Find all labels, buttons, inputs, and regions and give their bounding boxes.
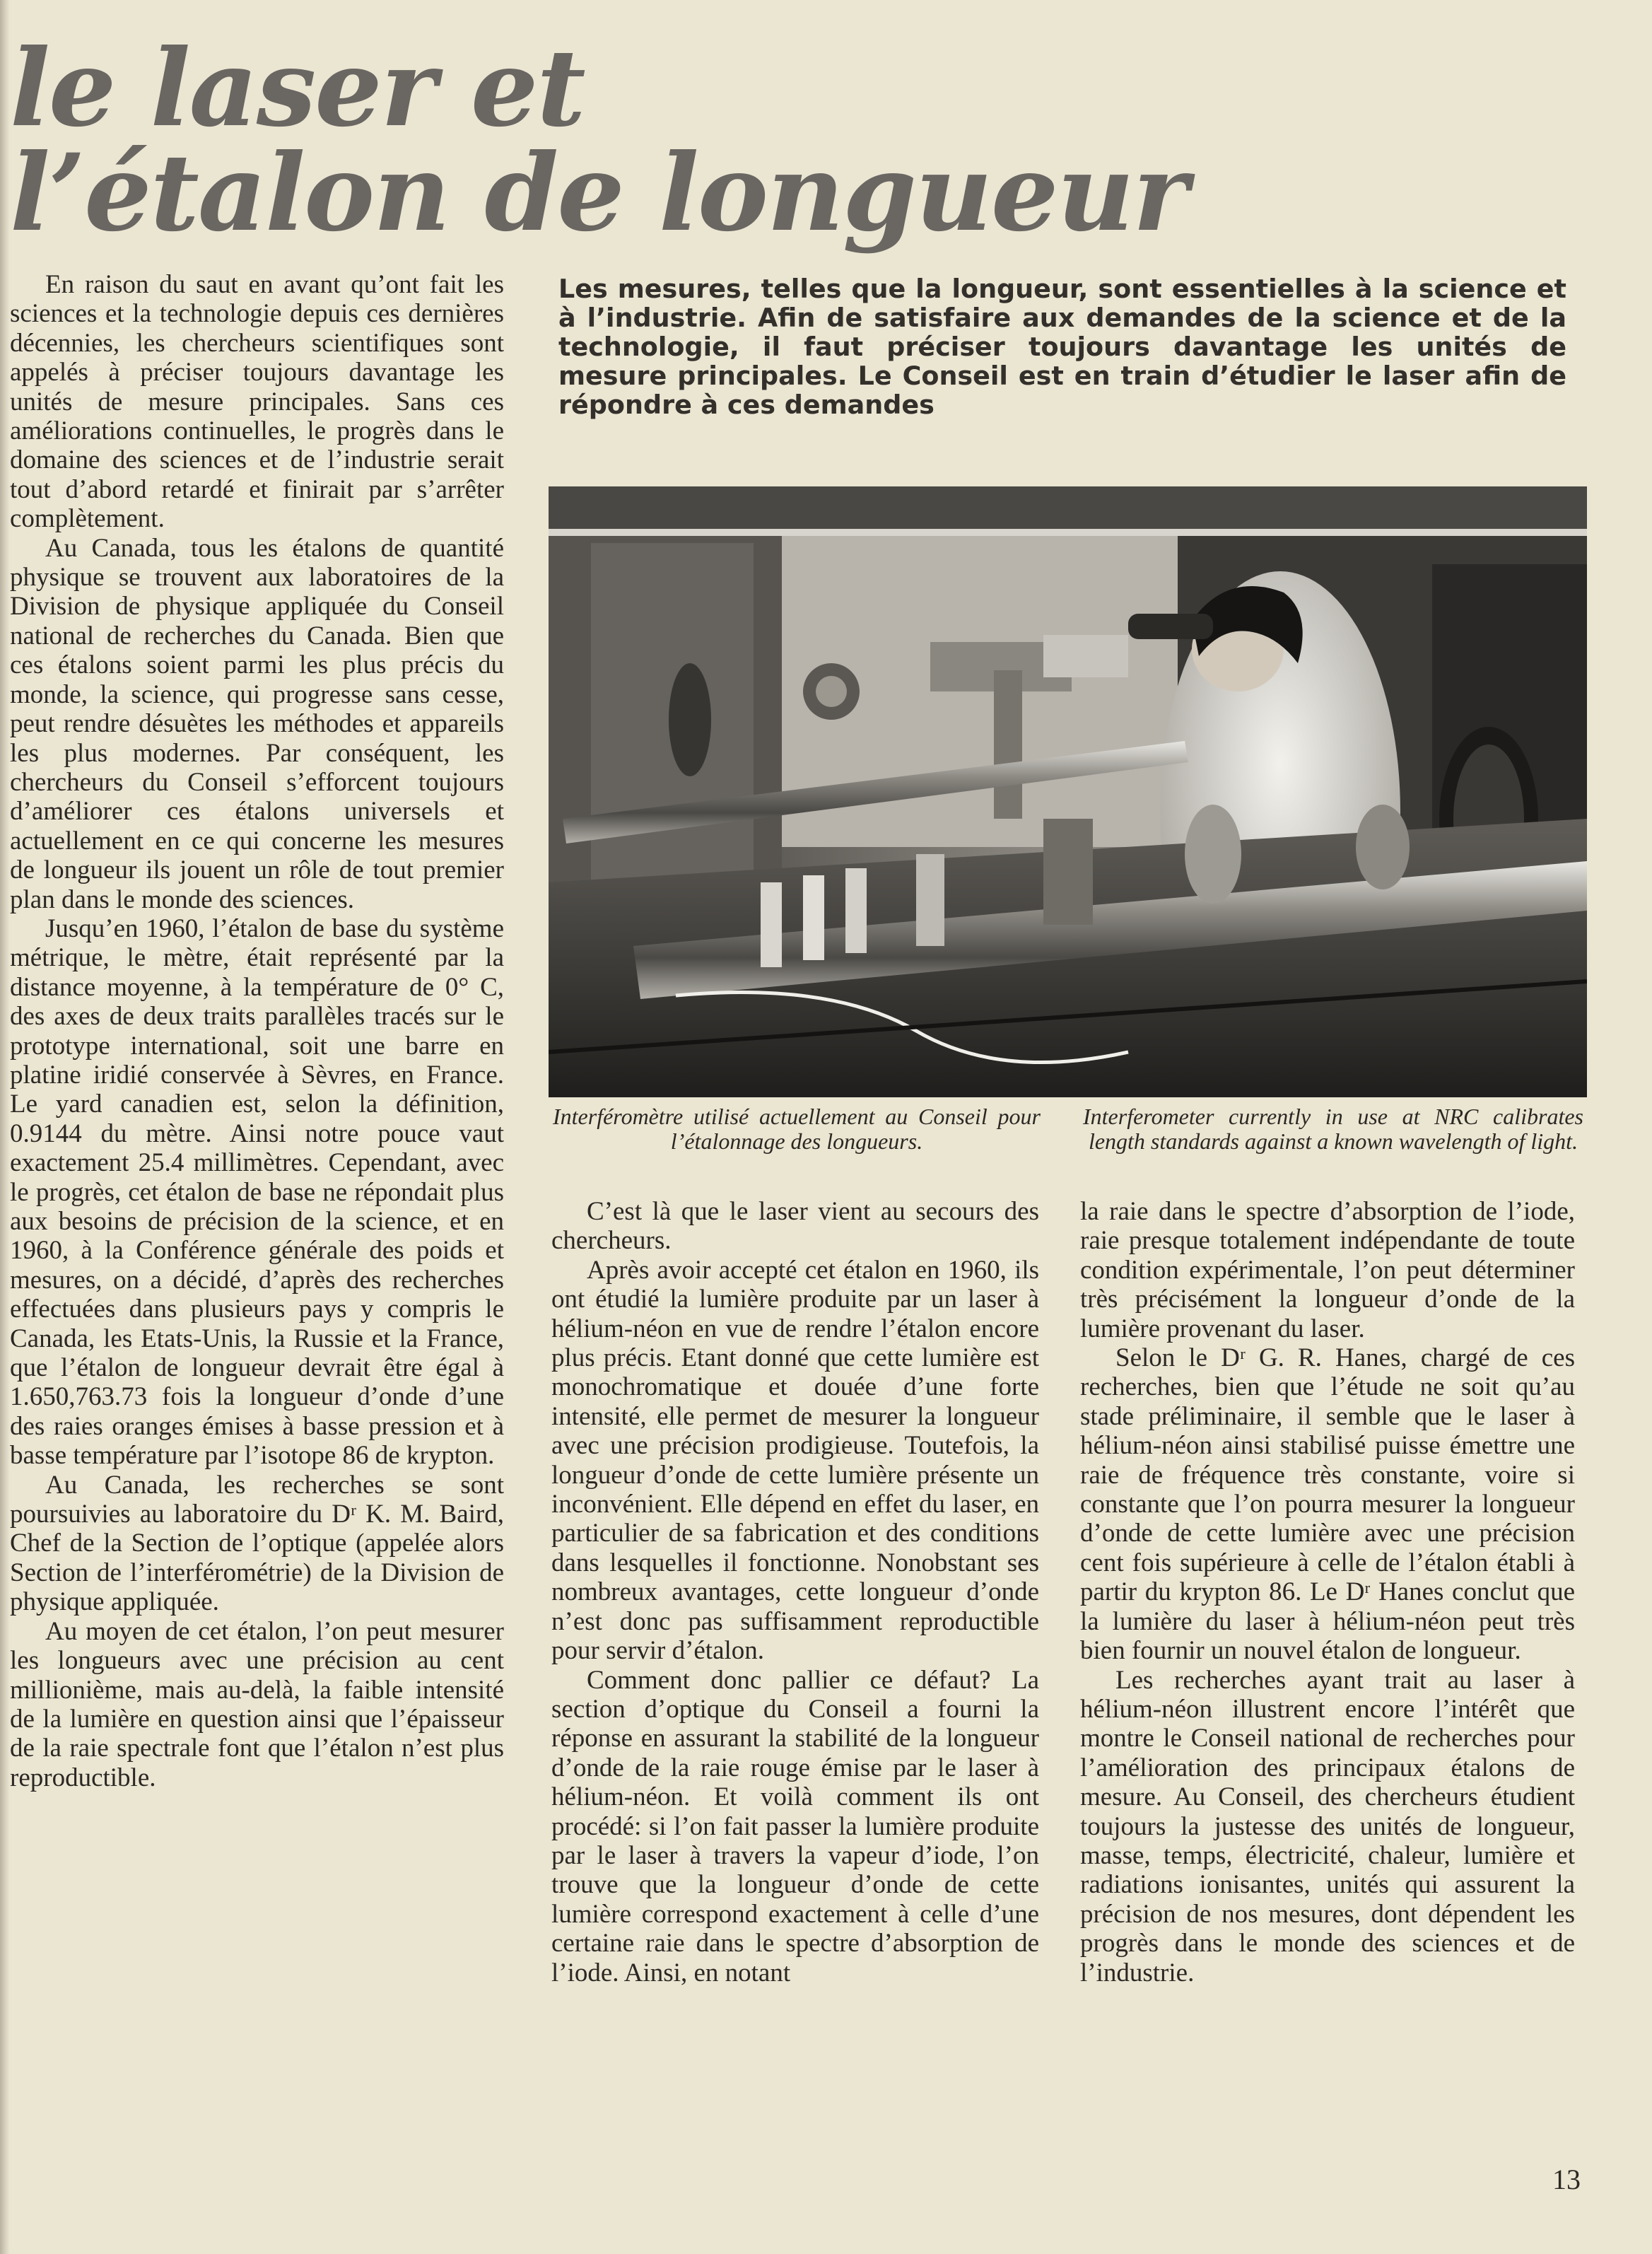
page-binding-edge (0, 0, 10, 2254)
article-title-line-1: le laser et (10, 26, 585, 151)
article-title-line-2: l’étalon de longueur (10, 131, 1188, 255)
paragraph: Les recherches ayant trait au laser à hélium-néon illustrent encore l’intérêt que montre le Conseil national de recherches pour l’amélioration des principaux étalons de mesure. Au Conseil, des chercheurs étudient toujours la justesse des unités de longueur, masse, temps, électricité, chaleur, lumière et radiations ionisantes, unités qui assurent la précision de nos mesures, dont dépendent les progrès dans le monde des sciences et de l’industrie. (1080, 1665, 1575, 1987)
interferometer-photo (549, 486, 1587, 1097)
paragraph: Comment donc pallier ce défaut? La section d’optique du Conseil a fourni la réponse en assurant la stabilité de la longueur d’onde de la raie rouge émise par le laser à hélium-néon. Et voilà comment ils ont procédé: si l’on fait passer la lumière produite par le laser à travers la vapeur d’iode, l’on trouve que la longueur d’onde de cette lumière correspond exactement à celle d’une certaine raie dans le spectre d’absorption de l’iode. Ainsi, en notant (551, 1665, 1039, 1987)
paragraph: C’est là que le laser vient au secours des chercheurs. (551, 1197, 1039, 1256)
lead-paragraph: Les mesures, telles que la longueur, sont essentielles à la science et à l’industrie. Afin de satisfaire aux demandes de la science et de la technologie, il faut préciser toujours davantage les unités de mesure principales. Le Conseil est en train d’étudier le laser afin de répondre à ces demandes (558, 274, 1566, 420)
paragraph: Après avoir accepté cet étalon en 1960, ils ont étudié la lumière produite par un laser à hélium-néon en vue de rendre l’étalon encore plus précis. Etant donné que cette lumière est monochromatique et douée d’une forte intensité, elle permet de mesurer la longueur avec une précision prodigieuse. Toutefois, la longueur d’onde de cette lumière présente un inconvénient. Elle dépend en effet du laser, en particulier de sa fabrication et des conditions dans lesquelles il fonctionne. Nonobstant ses nombreux avantages, cette longueur d’onde n’est donc pas suffisamment reproductible pour servir d’étalon. (551, 1255, 1039, 1666)
laboratory-photo-image (549, 486, 1587, 1097)
right-column (1080, 1197, 1575, 1987)
photo-caption-french: Interféromètre utilisé actuellement au Conseil pour l’étalonnage des longueurs. (553, 1104, 1041, 1154)
photo-caption-english: Interferometer currently in use at NRC calibrates length standards against a known wavelength of light. (1083, 1104, 1583, 1154)
paragraph: Au moyen de cet étalon, l’on peut mesurer les longueurs avec une précision au cent millionième, mais au-delà, la faible intensité de la lumière en question ainsi que l’épaisseur de la raie spectrale font que l’étalon n’est plus reproductible. (10, 1616, 504, 1792)
paragraph: Jusqu’en 1960, l’étalon de base du système métrique, le mètre, était représenté par la distance moyenne, à la température de 0° C, des axes de deux traits parallèles tracés sur le prototype international, soit une barre en platine iridié conservée à Sèvres, en France. Le yard canadien est, selon la définition, 0.9144 du mètre. Ainsi notre pouce vaut exactement 25.4 millimètres. Cependant, avec le progrès, cet étalon de base ne répondait plus aux besoins de précision de la science, et en 1960, à la Conférence générale des poids et mesures, on a décidé, d’après des recherches effectuées dans plusieurs pays y compris le Canada, les Etats-Unis, la Russie et la France, que l’étalon de longueur devrait être égal à 1.650,763.73 fois la longueur d’onde d’une des raies oranges émises à basse pression et à basse température par l’isotope 86 de krypton. (10, 913, 504, 1471)
middle-column (551, 1197, 1039, 1987)
page-number: 13 (1552, 2164, 1581, 2195)
left-column (10, 270, 504, 1792)
paragraph: Au Canada, les recherches se sont poursuivies au laboratoire du Dʳ K. M. Baird, Chef de la Section de l’optique (appelée alors Section de l’interférométrie) de la Division de physique appliquée. (10, 1470, 504, 1617)
paragraph: Selon le Dʳ G. R. Hanes, chargé de ces recherches, bien que l’étude ne soit qu’au stade préliminaire, il semble que le laser à hélium-néon ainsi stabilisé puisse émettre une raie de fréquence très constante, voire si constante que l’on pourra mesurer la longueur d’onde de cette lumière avec une précision cent fois supérieure à celle de l’étalon établi à partir du krypton 86. Le Dʳ Hanes conclut que la lumière du laser à hélium-néon peut très bien fournir un nouvel étalon de longueur. (1080, 1343, 1575, 1666)
paragraph: la raie dans le spectre d’absorption de l’iode, raie presque totalement indépendante de toute condition expérimentale, l’on peut déterminer très précisément la longueur d’onde de la lumière provenant du laser. (1080, 1197, 1575, 1343)
paragraph: En raison du saut en avant qu’ont fait les sciences et la technologie depuis ces dernières décennies, les chercheurs scientifiques sont appelés à préciser toujours davantage les unités de mesure principales. Sans ces améliorations continuelles, le progrès dans le domaine des sciences et de l’industrie serait tout d’abord retardé et finirait par s’arrêter complètement. (10, 270, 504, 534)
paragraph: Au Canada, tous les étalons de quantité physique se trouvent aux laboratoires de la Division de physique appliquée du Conseil national de recherches du Canada. Bien que ces étalons soient parmi les plus précis du monde, la science, qui progresse sans cesse, peut rendre désuètes les méthodes et appareils les plus modernes. Par conséquent, les chercheurs du Conseil s’efforcent toujours d’améliorer ces étalons universels et actuellement en ce qui concerne les mesures de longueur ils jouent un rôle de tout premier plan dans le monde des sciences. (10, 533, 504, 914)
